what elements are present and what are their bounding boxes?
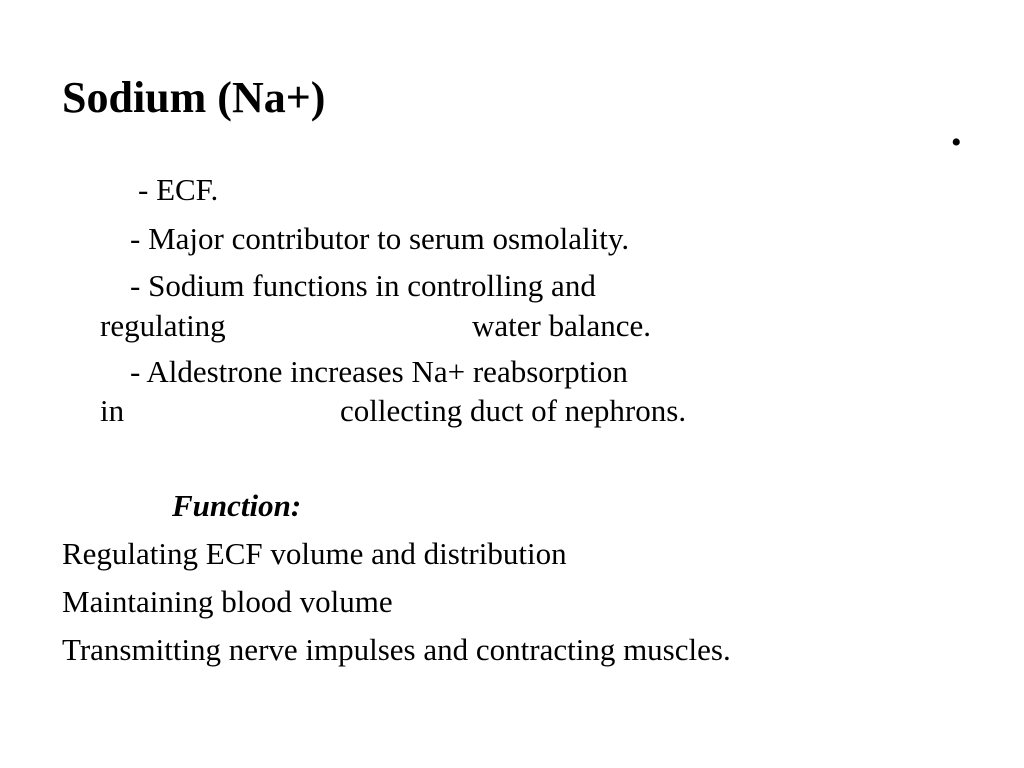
point-aldosterone-line1: - Aldestrone increases Na+ reabsorption xyxy=(130,354,628,389)
slide-title: Sodium (Na+) xyxy=(62,73,326,122)
function-item: Transmitting nerve impulses and contracting muscles. xyxy=(62,632,731,667)
point-osmolality: - Major contributor to serum osmolality. xyxy=(130,221,630,256)
function-item: Maintaining blood volume xyxy=(62,584,393,619)
point-aldosterone-line2a: in xyxy=(100,393,125,428)
point-water-balance-line2b: water balance. xyxy=(472,308,651,343)
point-water-balance-line2a: regulating xyxy=(100,308,226,343)
point-water-balance-line1: - Sodium functions in controlling and xyxy=(130,268,596,303)
function-heading: Function: xyxy=(172,488,302,523)
point-ecf: - ECF. xyxy=(138,172,219,207)
function-item: Regulating ECF volume and distribution xyxy=(62,536,567,571)
bullet-dot: • xyxy=(951,126,962,159)
point-aldosterone-line2b: collecting duct of nephrons. xyxy=(340,393,687,428)
